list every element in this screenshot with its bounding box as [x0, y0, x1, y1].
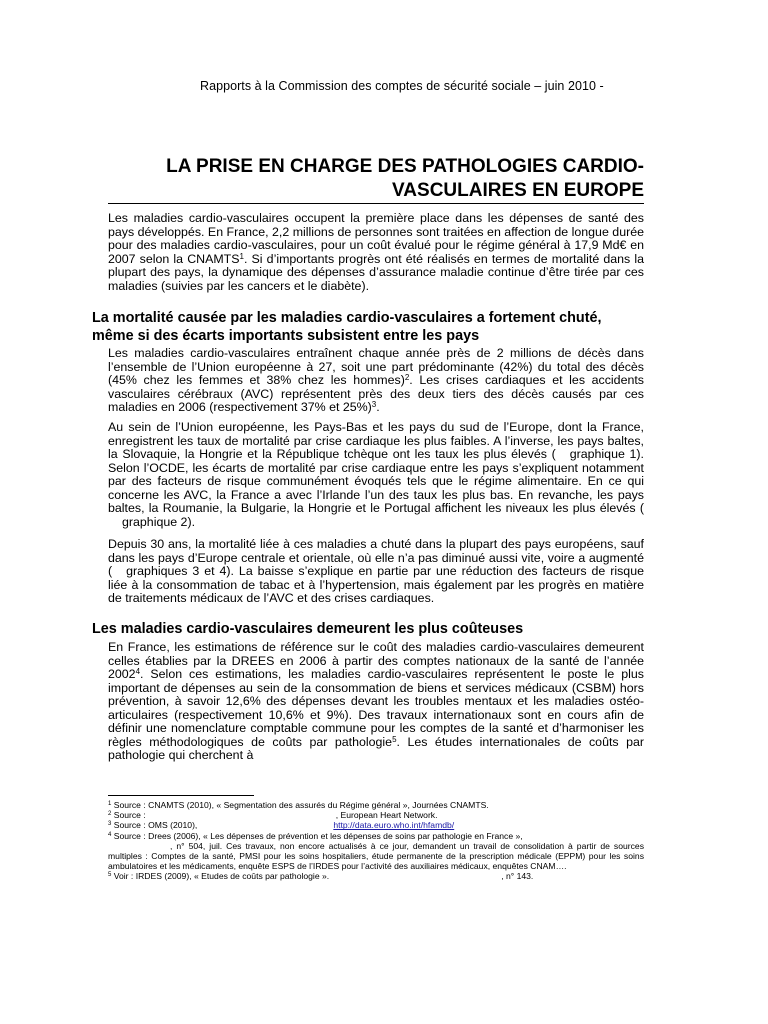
intro-paragraph: Les maladies cardio-vasculaires occupent la première place dans les dépenses de santé des pays développés. En France, 2,2 millions de personnes sont traitées en affection de longue durée pour des maladies cardio-vasculaires, pour un coût évalué pour le régime général à 17,9 Md€ en 2007 selon la CNAMTS$^1$. Si d’importants progrès ont été réalisés en termes de mortalité dans la plupart des pays, la dynamique des dépenses d’assurance maladie continue d’être tirée par ces maladies (suivies par les cancers et le diabète). — [108, 211, 644, 293]
title-line-2: VASCULAIRES EN EUROPE — [392, 179, 644, 201]
footnote-3: $^3$ Source : OMS (2010), http://data.euro.who.int/hfamdb/ — [108, 820, 455, 831]
running-header: Rapports à la Commission des comptes de sécurité sociale – juin 2010 - — [200, 79, 604, 93]
section-heading-costs: Les maladies cardio-vasculaires demeurent les plus coûteuses — [92, 621, 524, 637]
footnote-ref-5: 5 — [392, 734, 397, 744]
title-underline — [108, 203, 644, 204]
footnote-1: $^1$ Source : CNAMTS (2010), « Segmentation des assurés du Régime général », Journées CNAMTS. — [108, 800, 489, 810]
footnote-5: $^5$ Voir : IRDES (2009), « Etudes de coûts par pathologie ». , n° 143. — [108, 871, 534, 882]
footnote-ref-4: 4 — [135, 667, 141, 676]
paragraph-mortality-1: Les maladies cardio-vasculaires entraînent chaque année près de 2 millions de décès dans l’ensemble de l’Union européenne à 27, soit une part prédominante (42%) du total des décès (45% chez les femmes et 38% chez les hommes)$^2$. Les crises cardiaques et les accidents vasculaires cérébraux (AVC) représentent près des deux tiers des décès causés par ces maladies en 2006 (respectivement 37% et 25%)$^3$. — [108, 346, 644, 414]
footnote-2: $^2$ Source : , European Heart Network. — [108, 810, 438, 821]
section-heading-mortality: La mortalité causée par les maladies cardio-vasculaires a fortement chuté, même si des écarts importants subsistent entre les pays — [92, 310, 602, 344]
page-title — [108, 155, 644, 202]
paragraph-mortality-3: Depuis 30 ans, la mortalité liée à ces maladies a chuté dans la plupart des pays européens, sauf dans les pays d’Europe centrale et orientale, où elle n’a pas diminué aussi vite, voire a augmenté ( graphiques 3 et 4). La baisse s’explique en partie par une réduction des facteurs de risque liée à la consommation de tabac et à l’hypertension, mais également par les progrès en matière de traitements médicaux de l’AVC et des crises cardiaques. — [108, 537, 644, 605]
title-line-1: LA PRISE EN CHARGE DES PATHOLOGIES CARDIO- — [166, 156, 644, 177]
paragraph-mortality-2: Au sein de l’Union européenne, les Pays-Bas et les pays du sud de l’Europe, dont la France, enregistrent les taux de mortalité par crise cardiaque les plus faibles. A l’inverse, les pays baltes, la Slovaquie, la Hongrie et la République tchèque ont les taux les plus élevés ( graphique 1). Selon l’OCDE, les écarts de mortalité par crise cardiaque entre les pays s’expliquent notamment par des facteurs de risque communément évoqués tels que le régime alimentaire. En ce qui concerne les AVC, la France a avec l’Irlande l’un des taux les plus bas. En revanche, les pays baltes, la Roumanie, la Bulgarie, la Hongrie et le Portugal affichent les niveaux les plus élevés (graphique 2). — [108, 420, 644, 529]
footnote-ref-1: 1 — [239, 251, 244, 261]
paragraph-costs-1: En France, les estimations de référence sur le coût des maladies cardio-vasculaires demeurent celles établies par la DREES en 2006 à partir des comptes nationaux de la santé de l’année 2002$^4$. Selon ces estimations, les maladies cardio-vasculaires représentent le poste le plus important de dépenses au sein de la consommation de biens et services médicaux (CSBM) hors prévention, à savoir 12,6% des dépenses devant les troubles mentaux et les maladies ostéo-articulaires (respectivement 10,6% et 9%). Des travaux internationaux sont en cours afin de définir une nomenclature comptable commune pour les comptes de la santé et d’harmoniser les règles méthodologiques de coûts par pathologie$^5$. Les études internationales de coûts par pathologie qui cherchent à — [108, 640, 644, 762]
who-database-link[interactable]: http://data.euro.who.int/hfamdb/ — [333, 820, 455, 831]
footnote-ref-3: 3 — [371, 400, 377, 409]
footnotes — [108, 800, 644, 882]
footnote-ref-2: 2 — [404, 373, 410, 382]
footnote-separator — [108, 795, 254, 796]
footnote-4: $^4$ Source : Drees (2006), « Les dépenses de prévention et les dépenses de soins par pathologie en France », , n° 504, juil. Ces travaux, non encore actualisés à ce jour, demandent un travail de consolidation à partir de sources multiples : Comptes de la santé, PMSI pour les soins hospitaliers, étude permanente de la prescription médicale (EPPM) pour les soins ambulatoires et les médicaments, enquête ESPS de l’IRDES pour l’activité des auxiliaires médicaux, enquêtes CNAM…. — [108, 830, 644, 872]
